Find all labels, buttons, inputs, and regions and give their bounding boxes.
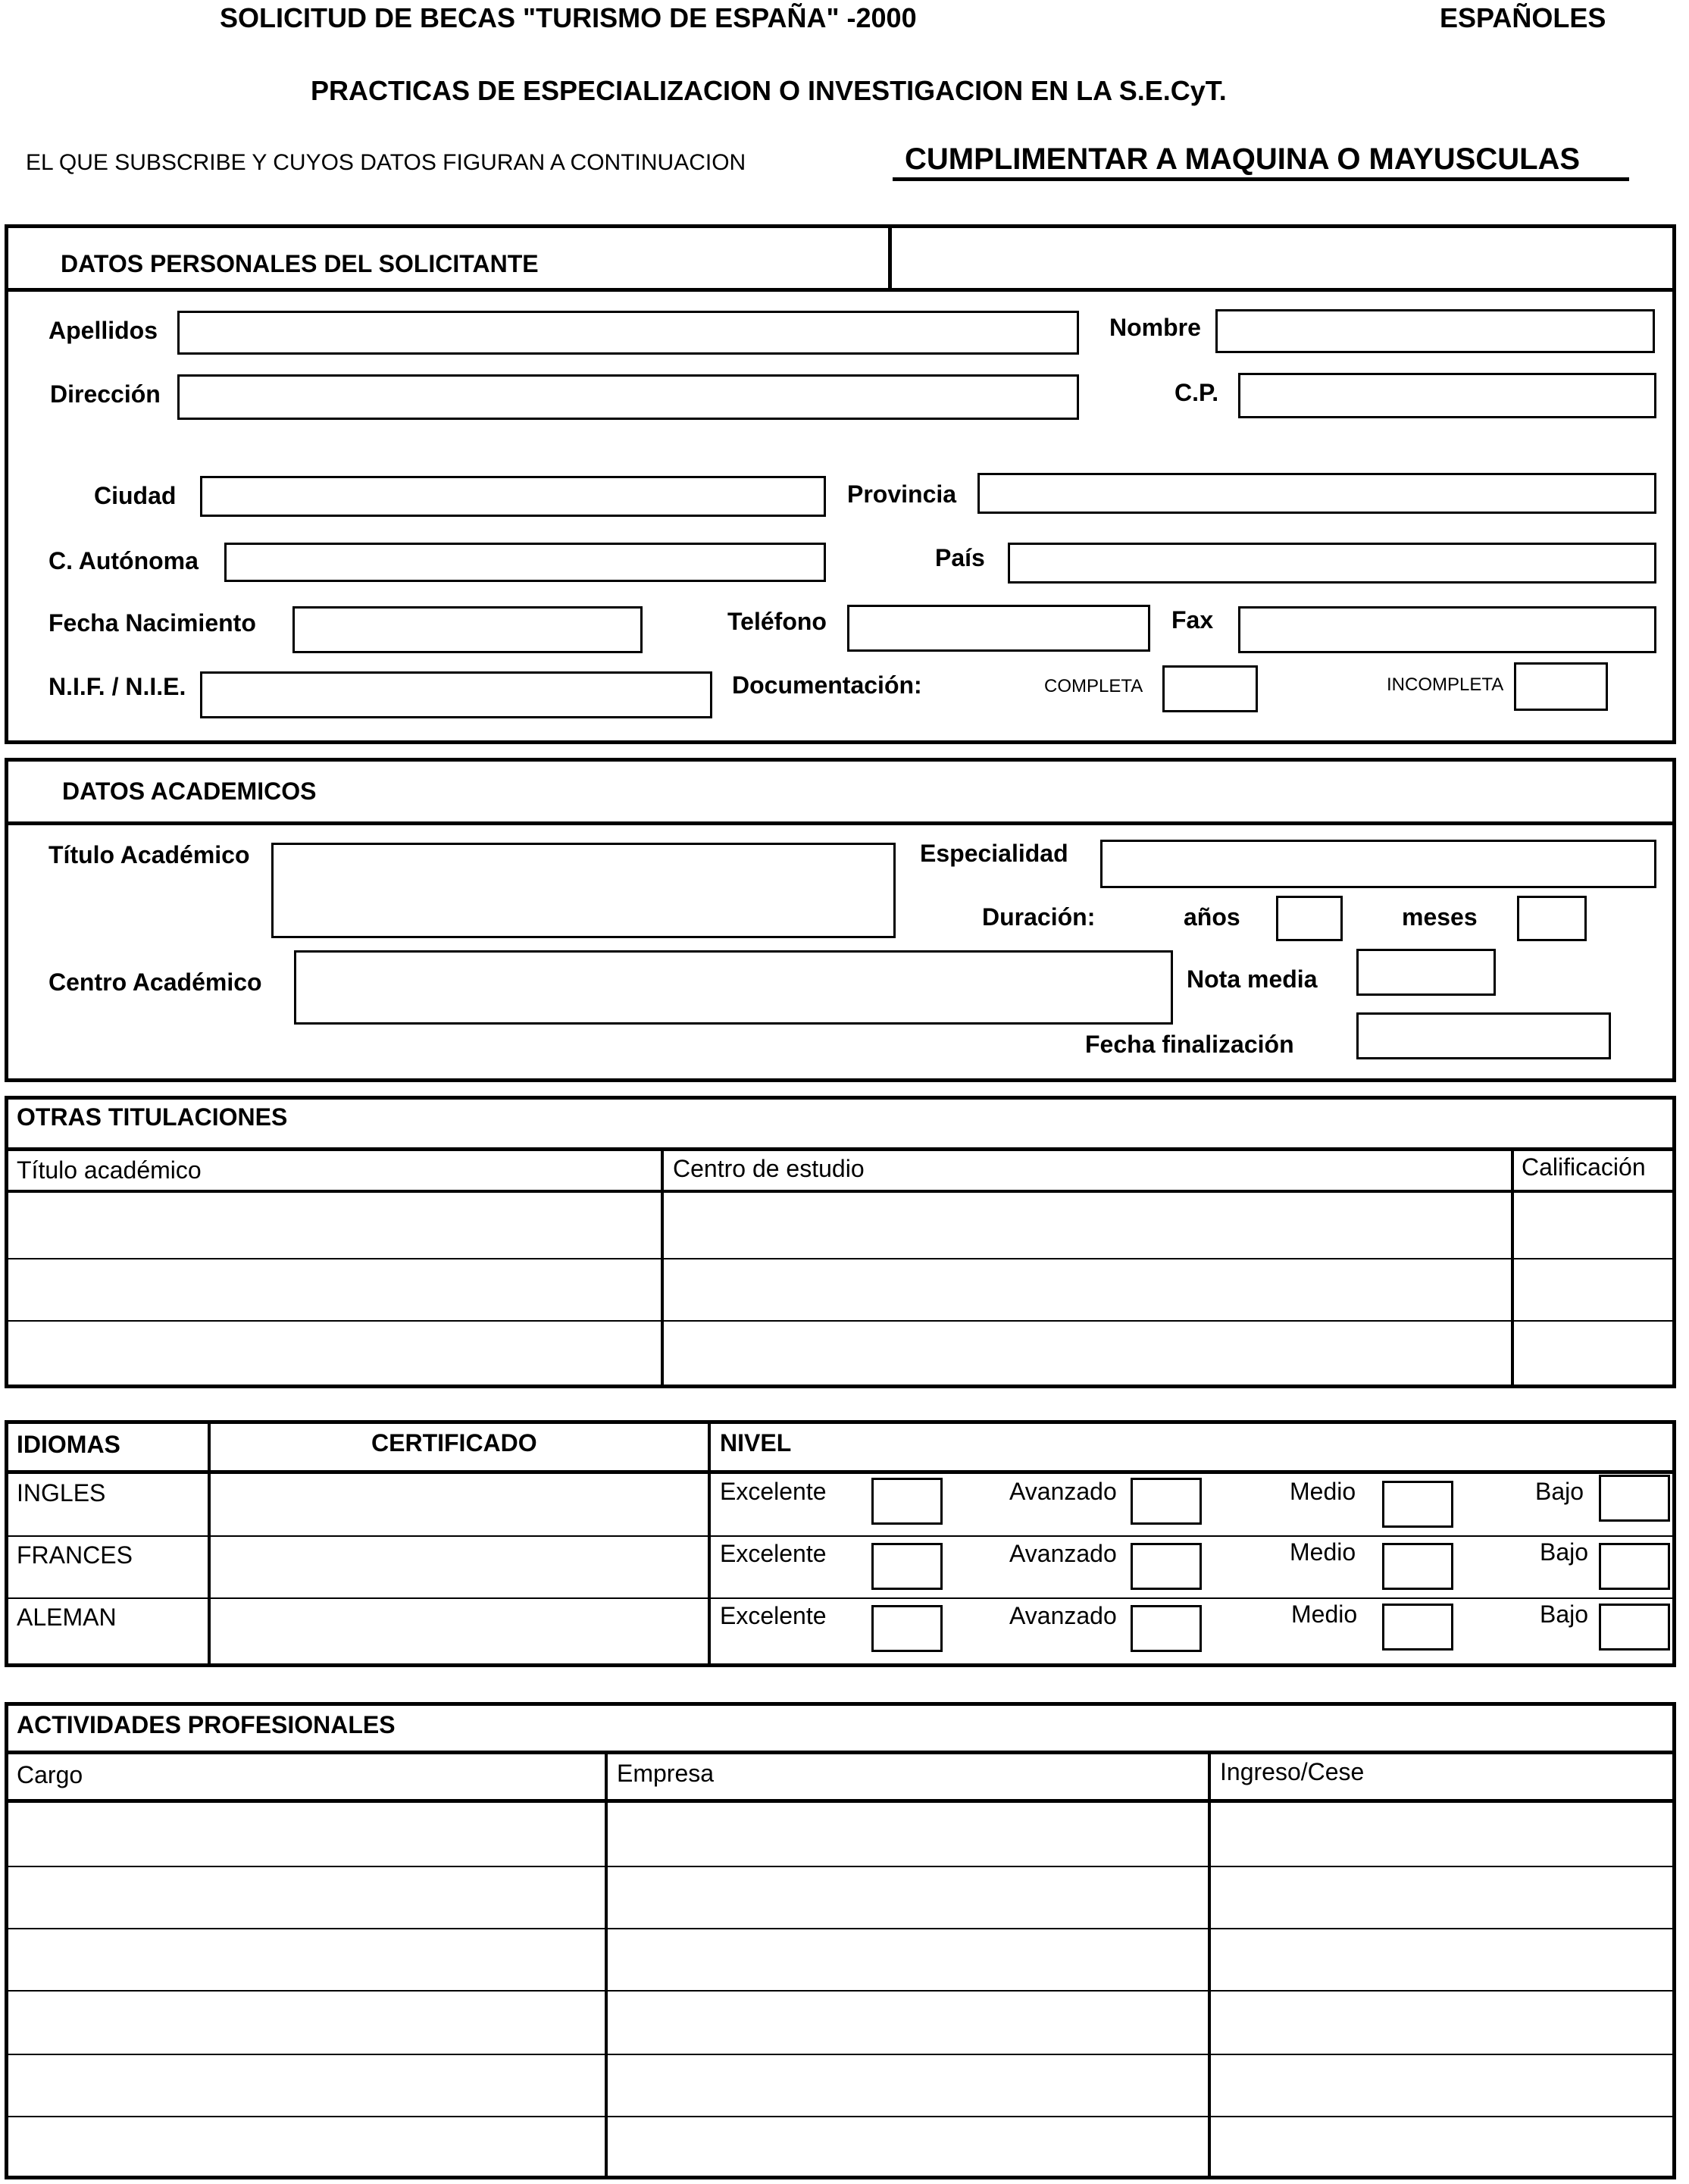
bajo-label: Bajo xyxy=(1540,1538,1589,1566)
fecha-nacimiento-field[interactable] xyxy=(292,606,643,653)
personal-heading: DATOS PERSONALES DEL SOLICITANTE xyxy=(61,250,539,277)
otras-heading-divider xyxy=(5,1147,1676,1151)
personal-header-divider xyxy=(5,288,1676,292)
actividades-cell-r5-cargo[interactable] xyxy=(9,2057,603,2114)
actividades-cell-r2-ingreso[interactable] xyxy=(1212,1869,1672,1926)
fecha-nacimiento-label: Fecha Nacimiento xyxy=(48,609,256,637)
otras-cell-r1-c1[interactable] xyxy=(9,1194,659,1256)
aleman-avanzado-checkbox[interactable] xyxy=(1131,1605,1202,1652)
excelente-label: Excelente xyxy=(720,1540,827,1567)
duracion-label: Duración: xyxy=(982,903,1096,931)
actividades-cell-r6-ingreso[interactable] xyxy=(1212,2119,1672,2175)
actividades-col-ingreso: Ingreso/Cese xyxy=(1220,1758,1365,1785)
medio-label: Medio xyxy=(1290,1538,1356,1566)
anos-field[interactable] xyxy=(1276,896,1343,941)
fax-field[interactable] xyxy=(1238,606,1656,653)
otras-cell-r2-c2[interactable] xyxy=(665,1261,1509,1319)
language-ingles: INGLES xyxy=(17,1479,106,1507)
instruction-underline xyxy=(893,177,1629,181)
frances-avanzado-checkbox[interactable] xyxy=(1131,1543,1202,1590)
actividades-cell-r5-empresa[interactable] xyxy=(609,2057,1206,2114)
cp-label: C.P. xyxy=(1174,379,1219,406)
actividades-row-line-5 xyxy=(5,2116,1676,2117)
autonoma-label: C. Autónoma xyxy=(48,547,199,574)
ingles-medio-checkbox[interactable] xyxy=(1382,1481,1453,1528)
provincia-field[interactable] xyxy=(977,473,1656,514)
otras-cell-r1-c2[interactable] xyxy=(665,1194,1509,1256)
direccion-field[interactable] xyxy=(177,374,1079,420)
meses-field[interactable] xyxy=(1517,896,1587,941)
otras-col-divider-1 xyxy=(661,1147,664,1388)
meses-label: meses xyxy=(1402,903,1478,931)
centro-field[interactable] xyxy=(294,950,1173,1025)
otras-heading: OTRAS TITULACIONES xyxy=(17,1103,288,1131)
bajo-label: Bajo xyxy=(1535,1478,1584,1505)
actividades-cell-r6-empresa[interactable] xyxy=(609,2119,1206,2175)
medio-label: Medio xyxy=(1290,1478,1356,1505)
intro-text: EL QUE SUBSCRIBE Y CUYOS DATOS FIGURAN A CONTINUACION xyxy=(26,150,746,175)
otras-row-line-2 xyxy=(5,1320,1676,1322)
idiomas-row-line-2 xyxy=(5,1597,1676,1599)
nota-label: Nota media xyxy=(1187,965,1318,993)
frances-medio-checkbox[interactable] xyxy=(1382,1543,1453,1590)
idiomas-header-divider xyxy=(5,1470,1676,1474)
actividades-row-line-3 xyxy=(5,1990,1676,1992)
nota-field[interactable] xyxy=(1356,949,1496,996)
provincia-label: Provincia xyxy=(847,480,957,508)
otras-cell-r1-c3[interactable] xyxy=(1515,1194,1672,1256)
frances-excelente-checkbox[interactable] xyxy=(871,1543,943,1590)
documentacion-label: Documentación: xyxy=(732,671,922,699)
incompleta-checkbox[interactable] xyxy=(1514,662,1608,711)
ingles-bajo-checkbox[interactable] xyxy=(1599,1475,1670,1522)
actividades-cell-r2-empresa[interactable] xyxy=(609,1869,1206,1926)
otras-col-divider-2 xyxy=(1511,1147,1514,1388)
actividades-cell-r6-cargo[interactable] xyxy=(9,2119,603,2175)
avanzado-label: Avanzado xyxy=(1009,1478,1117,1505)
ciudad-label: Ciudad xyxy=(94,482,177,509)
otras-row-line-1 xyxy=(5,1258,1676,1259)
pais-field[interactable] xyxy=(1008,543,1656,584)
actividades-row-line-4 xyxy=(5,2054,1676,2055)
ciudad-field[interactable] xyxy=(200,476,826,517)
certificado-frances-field[interactable] xyxy=(214,1538,705,1596)
nif-label: N.I.F. / N.I.E. xyxy=(48,673,186,700)
otras-col-centro: Centro de estudio xyxy=(673,1155,865,1182)
apellidos-field[interactable] xyxy=(177,311,1079,355)
actividades-cell-r1-cargo[interactable] xyxy=(9,1804,603,1864)
otras-cell-r2-c3[interactable] xyxy=(1515,1261,1672,1319)
otras-cell-r2-c1[interactable] xyxy=(9,1261,659,1319)
avanzado-label: Avanzado xyxy=(1009,1540,1117,1567)
language-aleman: ALEMAN xyxy=(17,1604,117,1631)
otras-cell-r3-c3[interactable] xyxy=(1515,1323,1672,1384)
academic-header-divider xyxy=(5,821,1676,825)
form-category: ESPAÑOLES xyxy=(1440,2,1606,33)
bajo-label: Bajo xyxy=(1540,1600,1589,1628)
direccion-label: Dirección xyxy=(50,380,161,408)
autonoma-field[interactable] xyxy=(224,543,826,582)
medio-label: Medio xyxy=(1291,1600,1358,1628)
actividades-row-line-2 xyxy=(5,1928,1676,1929)
completa-checkbox[interactable] xyxy=(1162,665,1258,712)
idiomas-col-divider-1 xyxy=(208,1420,211,1667)
completa-label: COMPLETA xyxy=(1044,676,1143,696)
actividades-col-empresa: Empresa xyxy=(617,1760,715,1787)
nombre-field[interactable] xyxy=(1215,309,1655,353)
telefono-label: Teléfono xyxy=(727,608,827,635)
otras-columns-divider xyxy=(5,1190,1676,1193)
ingles-avanzado-checkbox[interactable] xyxy=(1131,1478,1202,1525)
avanzado-label: Avanzado xyxy=(1009,1602,1117,1629)
fax-label: Fax xyxy=(1171,606,1214,634)
centro-label: Centro Académico xyxy=(48,968,262,996)
certificado-ingles-field[interactable] xyxy=(214,1476,705,1534)
otras-cell-r3-c2[interactable] xyxy=(665,1323,1509,1384)
academic-heading: DATOS ACADEMICOS xyxy=(62,778,317,805)
aleman-excelente-checkbox[interactable] xyxy=(871,1605,943,1652)
aleman-medio-checkbox[interactable] xyxy=(1382,1604,1453,1651)
anos-label: años xyxy=(1184,903,1240,931)
incompleta-label: INCOMPLETA xyxy=(1387,674,1504,695)
actividades-cell-r4-empresa[interactable] xyxy=(609,1993,1206,2052)
personal-header-split xyxy=(888,224,892,289)
idiomas-row-line-1 xyxy=(5,1535,1676,1537)
actividades-cell-r5-ingreso[interactable] xyxy=(1212,2057,1672,2114)
nombre-label: Nombre xyxy=(1109,314,1201,341)
especialidad-field[interactable] xyxy=(1100,840,1656,888)
actividades-row-line-1 xyxy=(5,1866,1676,1867)
actividades-cell-r3-ingreso[interactable] xyxy=(1212,1931,1672,1988)
actividades-cell-r2-cargo[interactable] xyxy=(9,1869,603,1926)
cp-field[interactable] xyxy=(1238,373,1656,418)
excelente-label: Excelente xyxy=(720,1478,827,1505)
form-subtitle: PRACTICAS DE ESPECIALIZACION O INVESTIGACION EN LA S.E.CyT. xyxy=(311,75,1227,106)
actividades-columns-divider xyxy=(5,1799,1676,1803)
otras-col-titulo: Título académico xyxy=(17,1156,202,1184)
certificado-aleman-field[interactable] xyxy=(214,1600,705,1664)
certificado-header: CERTIFICADO xyxy=(371,1429,537,1457)
nivel-header: NIVEL xyxy=(720,1429,792,1457)
otras-col-calificacion: Calificación xyxy=(1522,1153,1646,1181)
excelente-label: Excelente xyxy=(720,1602,827,1629)
fecha-fin-label: Fecha finalización xyxy=(1085,1031,1294,1058)
form-title: SOLICITUD DE BECAS "TURISMO DE ESPAÑA" -2000 xyxy=(220,2,917,33)
idiomas-header: IDIOMAS xyxy=(17,1431,120,1458)
ingles-excelente-checkbox[interactable] xyxy=(871,1478,943,1525)
especialidad-label: Especialidad xyxy=(920,840,1068,867)
otras-cell-r3-c1[interactable] xyxy=(9,1323,659,1384)
frances-bajo-checkbox[interactable] xyxy=(1599,1543,1670,1590)
aleman-bajo-checkbox[interactable] xyxy=(1599,1604,1670,1651)
apellidos-label: Apellidos xyxy=(48,317,158,344)
pais-label: País xyxy=(935,544,985,571)
actividades-cell-r1-ingreso[interactable] xyxy=(1212,1804,1672,1864)
fecha-fin-field[interactable] xyxy=(1356,1012,1611,1059)
language-frances: FRANCES xyxy=(17,1541,133,1569)
actividades-heading: ACTIVIDADES PROFESIONALES xyxy=(17,1711,396,1738)
actividades-cell-r3-empresa[interactable] xyxy=(609,1931,1206,1988)
titulo-field[interactable] xyxy=(271,843,896,938)
actividades-col-cargo: Cargo xyxy=(17,1761,83,1788)
actividades-cell-r4-cargo[interactable] xyxy=(9,1993,603,2052)
actividades-cell-r4-ingreso[interactable] xyxy=(1212,1993,1672,2052)
actividades-cell-r1-empresa[interactable] xyxy=(609,1804,1206,1864)
titulo-label: Título Académico xyxy=(48,841,250,868)
fill-instruction: CUMPLIMENTAR A MAQUINA O MAYUSCULAS xyxy=(905,142,1581,176)
idiomas-col-divider-2 xyxy=(708,1420,711,1667)
telefono-field[interactable] xyxy=(847,605,1150,652)
actividades-cell-r3-cargo[interactable] xyxy=(9,1931,603,1988)
nif-field[interactable] xyxy=(200,671,712,718)
actividades-heading-divider xyxy=(5,1751,1676,1754)
